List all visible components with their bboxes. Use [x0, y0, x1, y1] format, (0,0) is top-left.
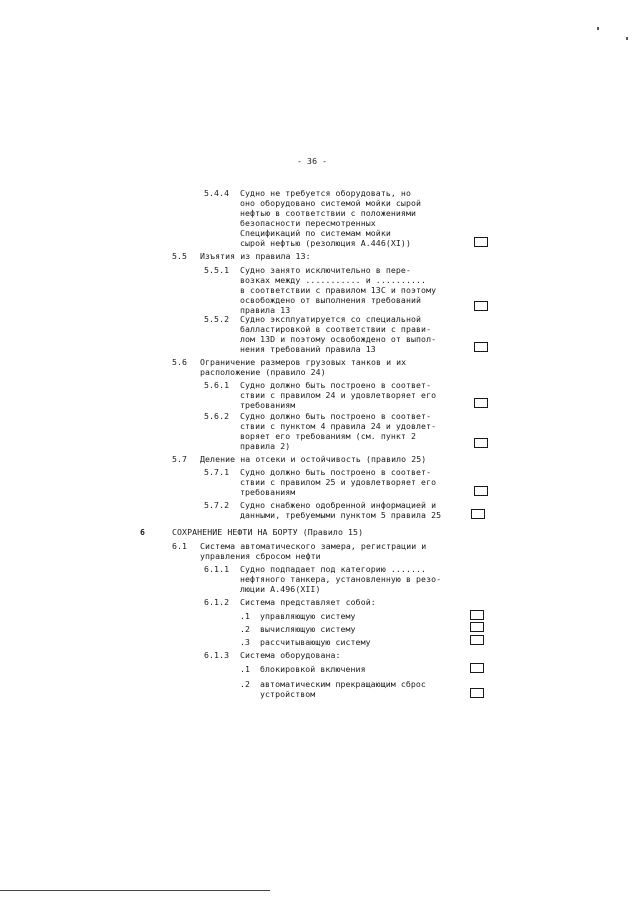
item-6-1-number: 6.1 [172, 541, 188, 551]
item-5-5-1-line: возках между ........... и .......... [240, 275, 427, 285]
item-5-7-2-number: 5.7.2 [204, 500, 230, 510]
checkbox-6-1-2-3[interactable] [470, 635, 484, 645]
item-5-7-1-line: ствии с правилом 25 и удовлетворяет его [240, 477, 437, 487]
item-5-7-2-line: Судно снабжено одобренной информацией и [240, 500, 437, 510]
item-5-7-line: Деление на отсеки и остойчивость (правило 25) [200, 454, 427, 464]
bottom-rule [0, 890, 270, 891]
item-6-1-2-1-line: управляющую систему [260, 611, 356, 621]
item-6-1-3-2-line: устройством [260, 689, 316, 699]
item-6-1-1-line: нефтяного танкера, установленную в резо- [240, 574, 442, 584]
checkbox-5-5-1[interactable] [474, 301, 488, 311]
item-6-1-3-1-line: блокировкой включения [260, 664, 366, 674]
item-6-1-3-2-number: .2 [240, 679, 251, 689]
section-6-number: 6 [140, 527, 146, 537]
checkbox-6-1-2-2[interactable] [470, 622, 484, 632]
item-5-5-2-number: 5.5.2 [204, 314, 230, 324]
item-5-4-4-line: Судно не требуется оборудовать, но [240, 188, 411, 198]
section-6-title: СОХРАНЕНИЕ НЕФТИ НА БОРТУ (Правило 15) [172, 527, 364, 537]
item-5-6-1-number: 5.6.1 [204, 380, 230, 390]
item-6-1-line: Система автоматического замера, регистрации и [200, 541, 427, 551]
item-5-6-1-line: Судно должно быть построено в соответ- [240, 380, 432, 390]
item-5-7-1-line: Судно должно быть построено в соответ- [240, 467, 432, 477]
item-5-6-2-number: 5.6.2 [204, 411, 230, 421]
stray-mark-right [626, 37, 628, 40]
item-5-6-2-line: Судно должно быть построено в соответ- [240, 411, 432, 421]
item-5-4-4-line: безопасности пересмотренных [240, 218, 376, 228]
item-5-5-1-line: в соответствии с правилом 13С и поэтому [240, 285, 437, 295]
item-5-6-number: 5.6 [172, 357, 188, 367]
item-5-4-4-line: Спецификаций по системам мойки [240, 228, 391, 238]
item-5-6-line: расположение (правило 24) [200, 367, 326, 377]
item-5-6-2-line: ствии с пунктом 4 правила 24 и удовлет- [240, 421, 437, 431]
item-5-6-1-line: ствии с правилом 24 и удовлетворяет его [240, 390, 437, 400]
item-6-1-2-1-number: .1 [240, 611, 251, 621]
stray-mark-top-right [597, 27, 599, 30]
item-6-1-2-line: Система представляет собой: [240, 597, 376, 607]
checkbox-6-1-3-1[interactable] [470, 663, 484, 673]
checkbox-6-1-3-2[interactable] [470, 688, 484, 698]
item-5-4-4-line: оно оборудовано системой мойки сырой [240, 198, 422, 208]
item-6-1-line: управления сбросом нефти [200, 551, 321, 561]
item-5-7-number: 5.7 [172, 454, 188, 464]
page-number: - 36 - [297, 156, 328, 166]
item-5-4-4-number: 5.4.4 [204, 188, 230, 198]
item-5-5-2-line: Судно эксплуатируется со специальной [240, 314, 422, 324]
item-6-1-2-3-line: рассчитывающую систему [260, 637, 371, 647]
item-5-5-1-line: освобождено от выполнения требований [240, 295, 422, 305]
item-5-5-number: 5.5 [172, 251, 188, 261]
item-5-6-2-line: правила 2) [240, 441, 291, 451]
item-5-5-1-line: правила 13 [240, 305, 291, 315]
item-5-7-1-line: требованиям [240, 487, 296, 497]
item-5-6-line: Ограничение размеров грузовых танков и их [200, 357, 407, 367]
item-6-1-2-number: 6.1.2 [204, 597, 230, 607]
checkbox-5-4-4[interactable] [474, 237, 488, 247]
item-5-7-1-number: 5.7.1 [204, 467, 230, 477]
item-5-6-1-line: требованиям [240, 400, 296, 410]
item-6-1-3-line: Система оборудована: [240, 650, 341, 660]
item-6-1-1-line: люции А.496(XII) [240, 584, 321, 594]
item-6-1-3-number: 6.1.3 [204, 650, 230, 660]
item-5-5-2-line: нения требований правила 13 [240, 344, 376, 354]
item-5-6-2-line: воряет его требованиям (см. пункт 2 [240, 431, 417, 441]
checkbox-5-7-1[interactable] [474, 486, 488, 496]
item-5-5-1-line: Судно занято исключительно в пере- [240, 265, 411, 275]
item-6-1-3-1-number: .1 [240, 664, 251, 674]
item-5-5-2-line: лом 13D и поэтому освобождено от выпол- [240, 334, 437, 344]
checkbox-5-6-2[interactable] [474, 438, 488, 448]
item-5-4-4-line: сырой нефтью (резолюция А.446(XI)) [240, 238, 411, 248]
item-6-1-1-line: Судно подпадает под категорию ....... [240, 564, 427, 574]
item-6-1-2-3-number: .3 [240, 637, 251, 647]
item-5-5-line: Изъятия из правила 13: [200, 251, 311, 261]
item-5-7-2-line: данными, требуемыми пунктом 5 правила 25 [240, 510, 442, 520]
item-6-1-1-number: 6.1.1 [204, 564, 230, 574]
checkbox-5-6-1[interactable] [474, 398, 488, 408]
item-5-5-2-line: балластировкой в соответствии с прави- [240, 324, 432, 334]
item-6-1-3-2-line: автоматическим прекращающим сброс [260, 679, 426, 689]
item-6-1-2-2-number: .2 [240, 624, 251, 634]
checkbox-6-1-2-1[interactable] [470, 610, 484, 620]
item-5-4-4-line: нефтью в соответствии с положениями [240, 208, 417, 218]
item-6-1-2-2-line: вычисляющую систему [260, 624, 356, 634]
checkbox-5-5-2[interactable] [474, 342, 488, 352]
item-5-5-1-number: 5.5.1 [204, 265, 230, 275]
checkbox-5-7-2[interactable] [471, 509, 485, 519]
